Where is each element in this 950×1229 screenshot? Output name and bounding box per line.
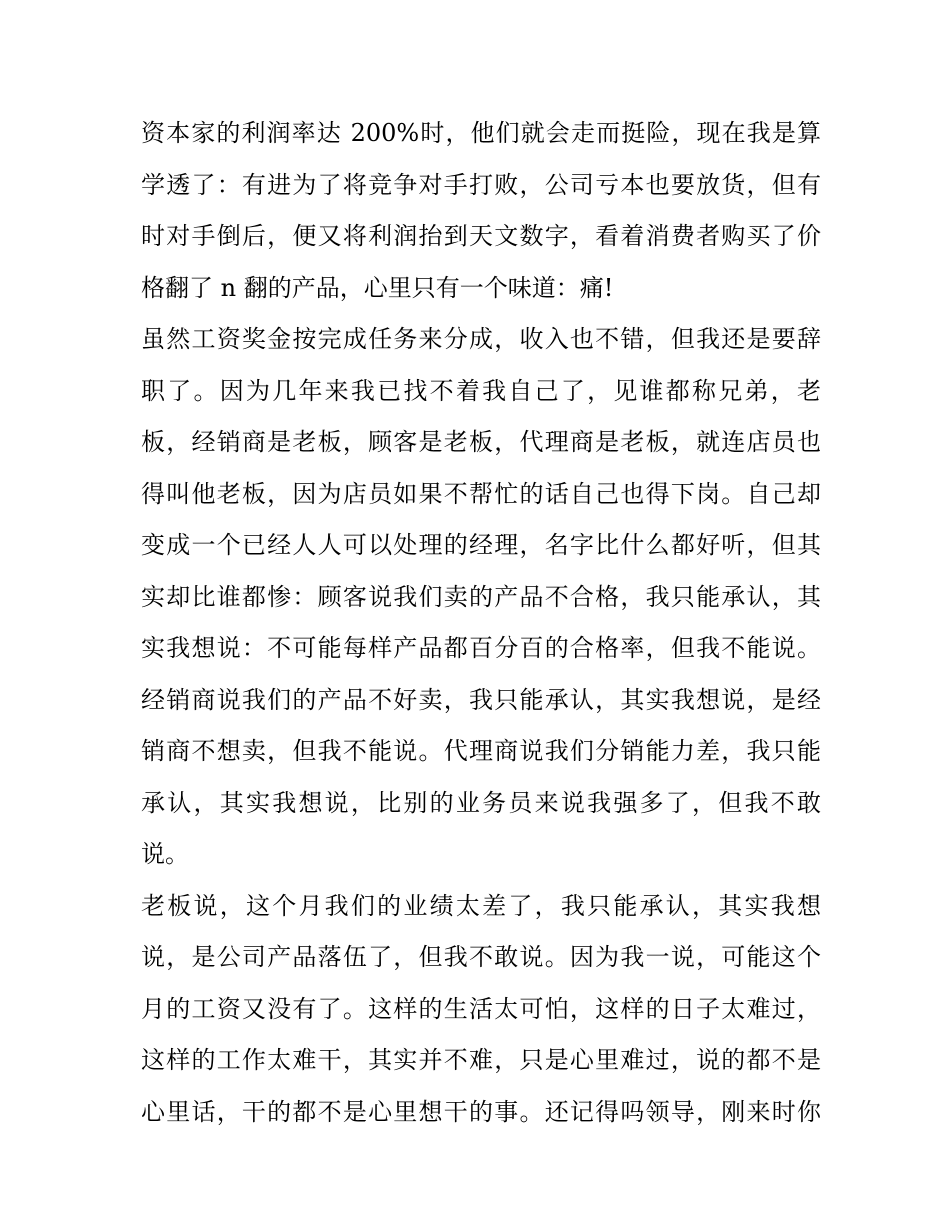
text-line: 时对手倒后，便又将利润抬到天文数字，看着消费者购买了价 — [141, 222, 821, 250]
text-line: 心里话，干的都不是心里想干的事。还记得吗领导，刚来时你 — [141, 1097, 821, 1126]
paragraph-2 — [141, 314, 821, 881]
text-line: 经销商说我们的产品不好卖，我只能承认，其实我想说，是经 — [141, 685, 821, 714]
text-line: 格翻了 n 翻的产品，心里只有一个味道：痛! — [141, 273, 614, 302]
text-line: 这样的工作太难干，其实并不难，只是心里难过，说的都不是 — [141, 1046, 821, 1074]
document-body — [141, 108, 821, 1138]
text-line: 说。 — [141, 840, 189, 868]
text-line: 月的工资又没有了。这样的生活太可怕，这样的日子太难过， — [141, 994, 821, 1023]
text-line: 学透了：有进为了将竞争对手打败，公司亏本也要放货，但有 — [141, 170, 821, 199]
text-line: 得叫他老板，因为店员如果不帮忙的话自己也得下岗。自己却 — [141, 479, 821, 508]
text-line: 实却比谁都惨：顾客说我们卖的产品不合格，我只能承认，其 — [141, 582, 821, 611]
paragraph-1 — [141, 108, 821, 314]
text-line: 老板说，这个月我们的业绩太差了，我只能承认，其实我想 — [141, 891, 821, 920]
text-line: 实我想说：不可能每样产品都百分百的合格率，但我不能说。 — [141, 634, 821, 662]
text-line: 承认，其实我想说，比别的业务员来说我强多了，但我不敢 — [141, 788, 821, 817]
text-line: 职了。因为几年来我已找不着我自己了，见谁都称兄弟，老 — [141, 376, 821, 405]
text-line: 虽然工资奖金按完成任务来分成，收入也不错，但我还是要辞 — [141, 325, 821, 353]
text-line: 说，是公司产品落伍了，但我不敢说。因为我一说，可能这个 — [141, 943, 821, 971]
text-line: 资本家的利润率达 200%时，他们就会走而挺险，现在我是算 — [141, 119, 821, 147]
paragraph-3 — [141, 881, 821, 1139]
text-line: 板，经销商是老板，顾客是老板，代理商是老板，就连店员也 — [141, 428, 821, 456]
text-line: 变成一个已经人人可以处理的经理，名字比什么都好听，但其 — [141, 531, 821, 559]
text-line: 销商不想卖，但我不能说。代理商说我们分销能力差，我只能 — [141, 737, 821, 765]
